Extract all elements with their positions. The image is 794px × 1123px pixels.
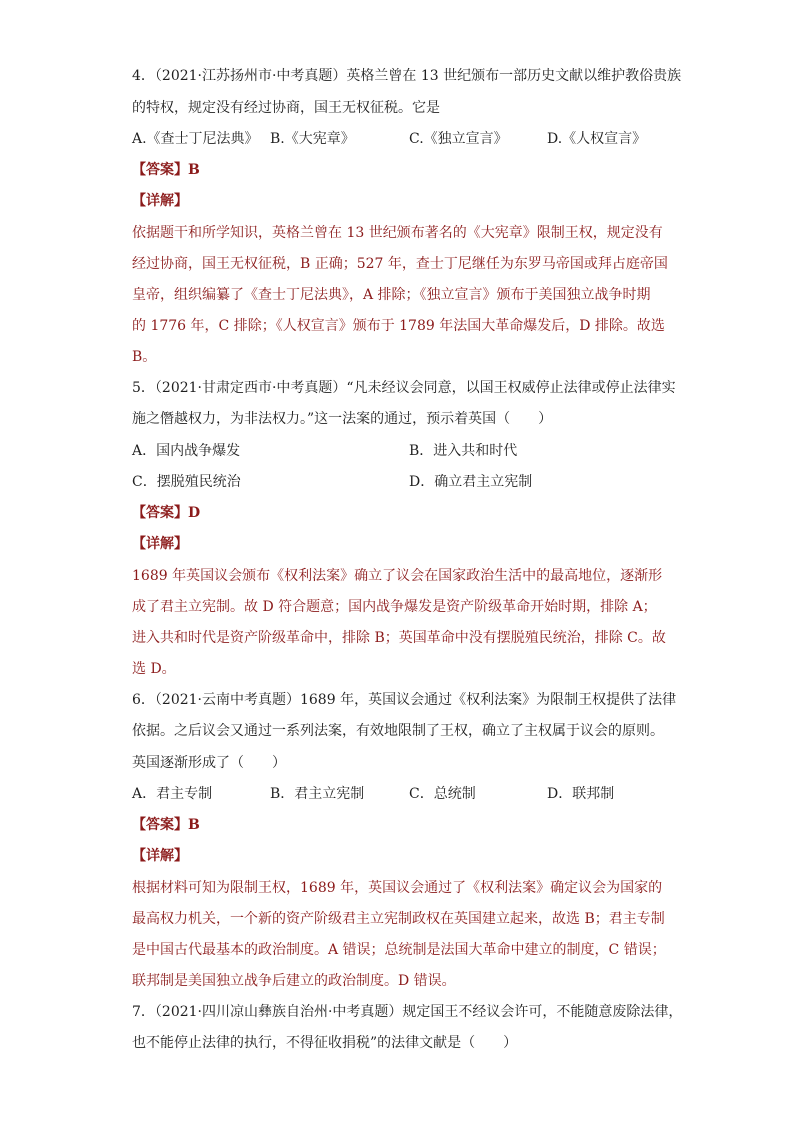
- q5-detail-line2: 成了君主立宪制。故 D 符合题意；国内战争爆发是资产阶级革命开始时期，排除 A；: [132, 599, 657, 615]
- q4-detail-line3: 皇帝，组织编纂了《查士丁尼法典》，A 排除；《独立宣言》颁布于美国独立战争时期: [132, 287, 651, 303]
- q7-stem-line2: 也不能停止法律的执行，不得征收捐税”的法律文献是（ ）: [132, 1035, 518, 1051]
- q5-stem-line1: 5．（2021·甘肃定西市·中考真题）“凡未经议会同意，以国王权威停止法律或停止法律实: [132, 380, 676, 396]
- q4-answer: 【答案】B: [132, 162, 200, 178]
- q6-detail-line1: 根据材料可知为限制王权，1689 年，英国议会通过了《权利法案》确定议会为国家的: [132, 880, 663, 896]
- q5-detail-label: 【详解】: [132, 536, 188, 552]
- q5-option-a: A．国内战争爆发: [132, 443, 241, 459]
- q4-option-b: B.《大宪章》: [270, 131, 355, 147]
- q6-option-c: C．总统制: [409, 786, 476, 802]
- q5-stem-line2: 施之僭越权力，为非法权力。”这一法案的通过，预示着英国（ ）: [132, 411, 553, 427]
- q6-detail-line3: 是中国古代最基本的政治制度。A 错误；总统制是法国大革命中建立的制度，C 错误；: [132, 942, 666, 958]
- q6-detail-line2: 最高权力机关，一个新的资产阶级君主立宪制政权在英国建立起来，故选 B；君主专制: [132, 911, 665, 927]
- q4-option-a: A.《查士丁尼法典》: [132, 131, 259, 147]
- q4-stem-line2: 的特权，规定没有经过协商，国王无权征税。它是: [132, 100, 440, 116]
- q5-answer: 【答案】D: [132, 505, 201, 521]
- q4-detail-line5: B。: [132, 349, 157, 365]
- q6-option-b: B．君主立宪制: [270, 786, 365, 802]
- q6-answer: 【答案】B: [132, 817, 200, 833]
- q5-option-b: B．进入共和时代: [409, 443, 518, 459]
- q4-option-d: D.《人权宣言》: [547, 131, 647, 147]
- q4-option-c: C.《独立宣言》: [409, 131, 508, 147]
- q6-stem-line2: 依据。之后议会又通过一系列法案，有效地限制了王权，确立了主权属于议会的原则。: [132, 723, 664, 739]
- q6-option-a: A．君主专制: [132, 786, 213, 802]
- q5-option-c: C．摆脱殖民统治: [132, 474, 241, 490]
- q7-stem-line1: 7．（2021·四川凉山彝族自治州·中考真题）规定国王不经议会许可，不能随意废除法律，: [132, 1004, 683, 1020]
- q6-stem-line3: 英国逐渐形成了（ ）: [132, 755, 286, 771]
- q4-stem-line1: 4．（2021·江苏扬州市·中考真题）英格兰曾在 13 世纪颁布一部历史文献以维护教俗贵族: [132, 68, 682, 84]
- q4-detail-line1: 依据题干和所学知识，英格兰曾在 13 世纪颁布著名的《大宪章》限制王权，规定没有: [132, 225, 663, 241]
- q6-stem-line1: 6．（2021·云南中考真题）1689 年，英国议会通过《权利法案》为限制王权提供了法律: [132, 692, 677, 708]
- q4-detail-line2: 经过协商，国王无权征税，B 正确；527 年，查士丁尼继任为东罗马帝国或拜占庭帝国: [132, 256, 668, 272]
- q5-detail-line1: 1689 年英国议会颁布《权利法案》确立了议会在国家政治生活中的最高地位，逐渐形: [132, 568, 663, 584]
- q6-detail-line4: 联邦制是美国独立战争后建立的政治制度。D 错误。: [132, 973, 456, 989]
- q4-detail-label: 【详解】: [132, 193, 188, 209]
- q5-detail-line4: 选 D。: [132, 661, 176, 677]
- q6-detail-label: 【详解】: [132, 848, 188, 864]
- q5-detail-line3: 进入共和时代是资产阶级革命中，排除 B；英国革命中没有摆脱殖民统治，排除 C。故: [132, 630, 666, 646]
- q4-detail-line4: 的 1776 年，C 排除；《人权宣言》颁布于 1789 年法国大革命爆发后，D 排除。故选: [132, 318, 665, 334]
- q5-option-d: D．确立君主立宪制: [409, 474, 533, 490]
- q6-option-d: D．联邦制: [547, 786, 615, 802]
